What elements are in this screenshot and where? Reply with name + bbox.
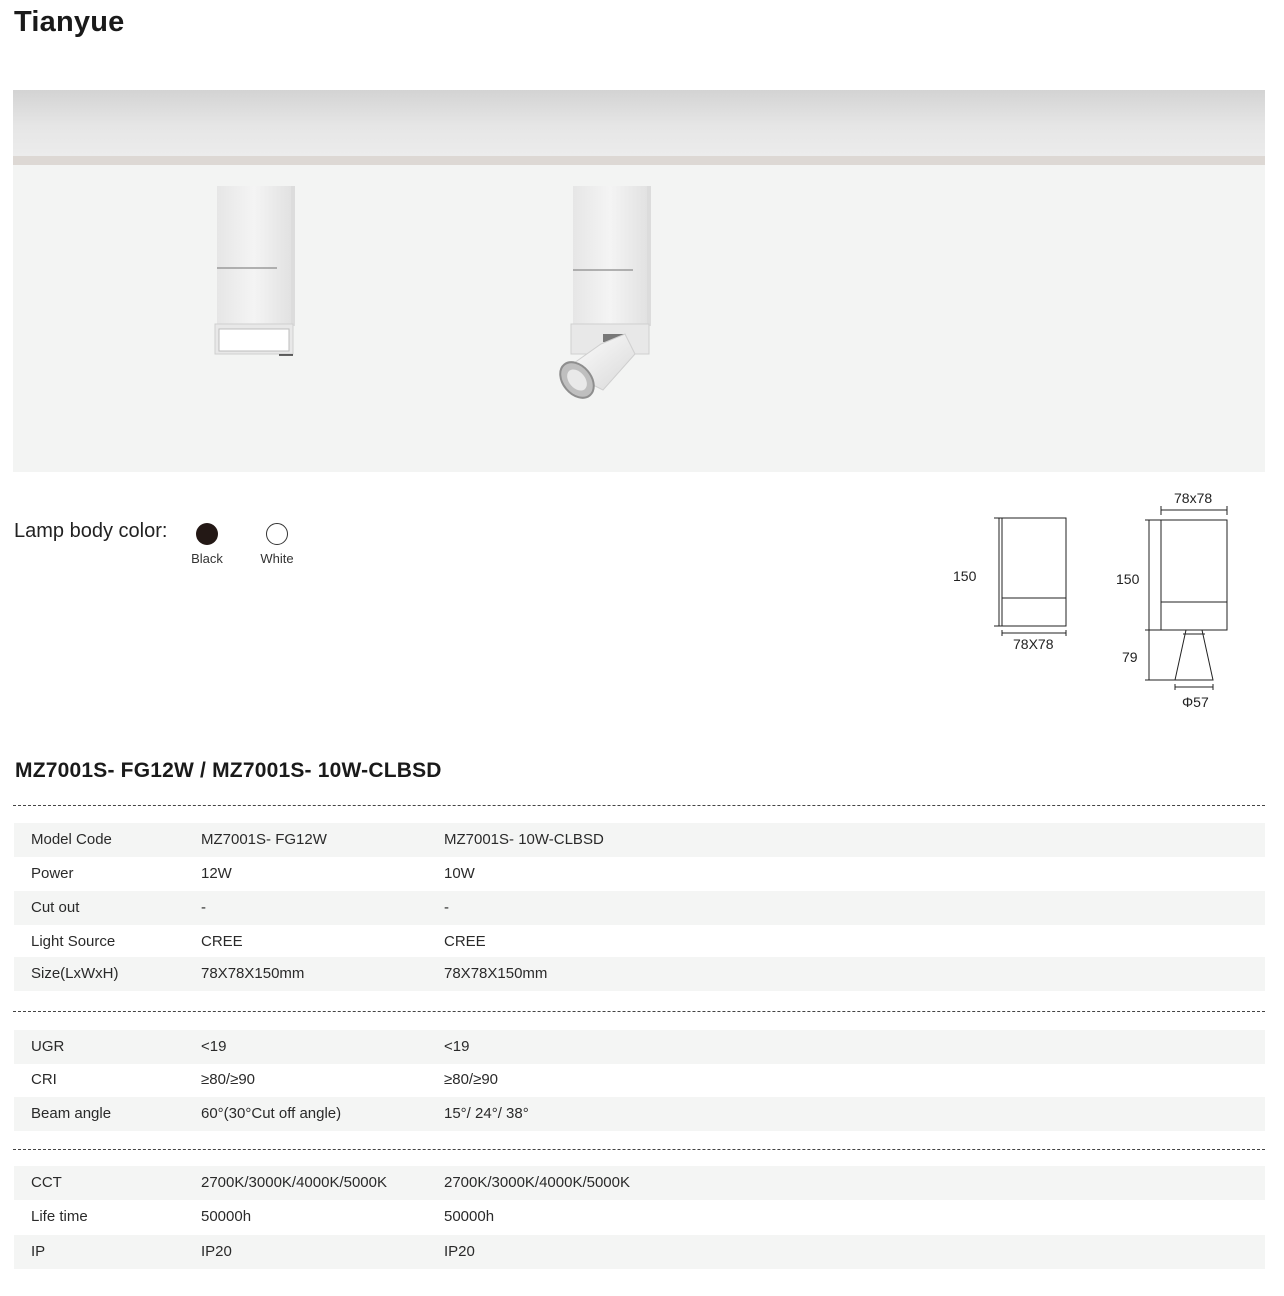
spec-row-ugr xyxy=(14,1030,1265,1064)
color-swatch-black xyxy=(196,523,218,545)
spec-row-life-time xyxy=(14,1200,1265,1234)
spec-value-a: - xyxy=(201,899,206,916)
spec-value-a: <19 xyxy=(201,1038,227,1055)
spec-value-a: 60°(30°Cut off angle) xyxy=(201,1105,342,1122)
spec-row-size xyxy=(14,957,1265,991)
divider xyxy=(13,805,1265,806)
spec-value-b: <19 xyxy=(444,1038,470,1055)
ceiling xyxy=(13,90,1265,156)
spec-value-a: 2700K/3000K/4000K/5000K xyxy=(201,1174,387,1191)
spec-value-a: 12W xyxy=(201,865,232,882)
dim-left-width: 78X78 xyxy=(1013,636,1054,652)
spec-label: Size(LxWxH) xyxy=(31,965,119,982)
lamp-body-color-label: Lamp body color: xyxy=(14,520,168,542)
dim-left-height: 150 xyxy=(953,568,977,584)
lamp-spotlight-image xyxy=(543,184,663,414)
spec-row-ip xyxy=(14,1235,1265,1269)
lamp-downlight-image xyxy=(209,184,299,359)
dim-right-diameter: Φ57 xyxy=(1182,694,1209,710)
spec-row-light-source xyxy=(14,925,1265,959)
spec-value-b: IP20 xyxy=(444,1243,475,1260)
spec-value-b: 78X78X150mm xyxy=(444,965,548,982)
color-swatch-white xyxy=(266,523,288,545)
spec-label: Power xyxy=(31,865,74,882)
dimension-drawings xyxy=(940,484,1240,716)
spec-label: Cut out xyxy=(31,899,80,916)
divider xyxy=(13,1011,1265,1012)
spec-value-a: CREE xyxy=(201,933,243,950)
spec-value-b: ≥80/≥90 xyxy=(444,1071,499,1088)
spec-label: Model Code xyxy=(31,831,112,848)
spec-row-cct xyxy=(14,1166,1265,1200)
spec-row-power xyxy=(14,857,1265,891)
spec-value-a: 50000h xyxy=(201,1208,252,1225)
spec-row-model-code xyxy=(14,823,1265,857)
spec-value-a: IP20 xyxy=(201,1243,232,1260)
divider xyxy=(13,1149,1265,1150)
spec-row-beam-angle xyxy=(14,1097,1265,1131)
spec-value-b: - xyxy=(444,899,449,916)
spec-label: IP xyxy=(31,1243,46,1260)
spec-row-cri xyxy=(14,1063,1265,1097)
brand-title: Tianyue xyxy=(14,6,125,38)
spec-label: Beam angle xyxy=(31,1105,112,1122)
spec-row-cut-out xyxy=(14,891,1265,925)
spec-value-b: 10W xyxy=(444,865,475,882)
spec-value-b: 15°/ 24°/ 38° xyxy=(444,1105,529,1122)
spec-label: Life time xyxy=(31,1208,88,1225)
spec-label: Light Source xyxy=(31,933,116,950)
ceiling-edge xyxy=(13,156,1265,165)
spec-label: CCT xyxy=(31,1174,62,1191)
spec-value-b: CREE xyxy=(444,933,486,950)
dimension-drawings-lines xyxy=(940,484,1240,716)
color-name-white: White xyxy=(260,551,294,566)
spec-label: UGR xyxy=(31,1038,65,1055)
product-title: MZ7001S- FG12W / MZ7001S- 10W-CLBSD xyxy=(15,759,442,782)
product-hero-image xyxy=(13,90,1265,472)
spec-value-b: 50000h xyxy=(444,1208,495,1225)
spec-label: CRI xyxy=(31,1071,57,1088)
color-name-black: Black xyxy=(191,551,223,566)
spec-value-b: MZ7001S- 10W-CLBSD xyxy=(444,831,604,848)
dim-right-spot-height: 79 xyxy=(1122,649,1138,665)
dim-right-top-width: 78x78 xyxy=(1174,490,1213,506)
spec-value-a: ≥80/≥90 xyxy=(201,1071,256,1088)
spec-value-a: MZ7001S- FG12W xyxy=(201,831,327,848)
spec-value-a: 78X78X150mm xyxy=(201,965,305,982)
spec-value-b: 2700K/3000K/4000K/5000K xyxy=(444,1174,630,1191)
dim-right-height: 150 xyxy=(1116,571,1140,587)
